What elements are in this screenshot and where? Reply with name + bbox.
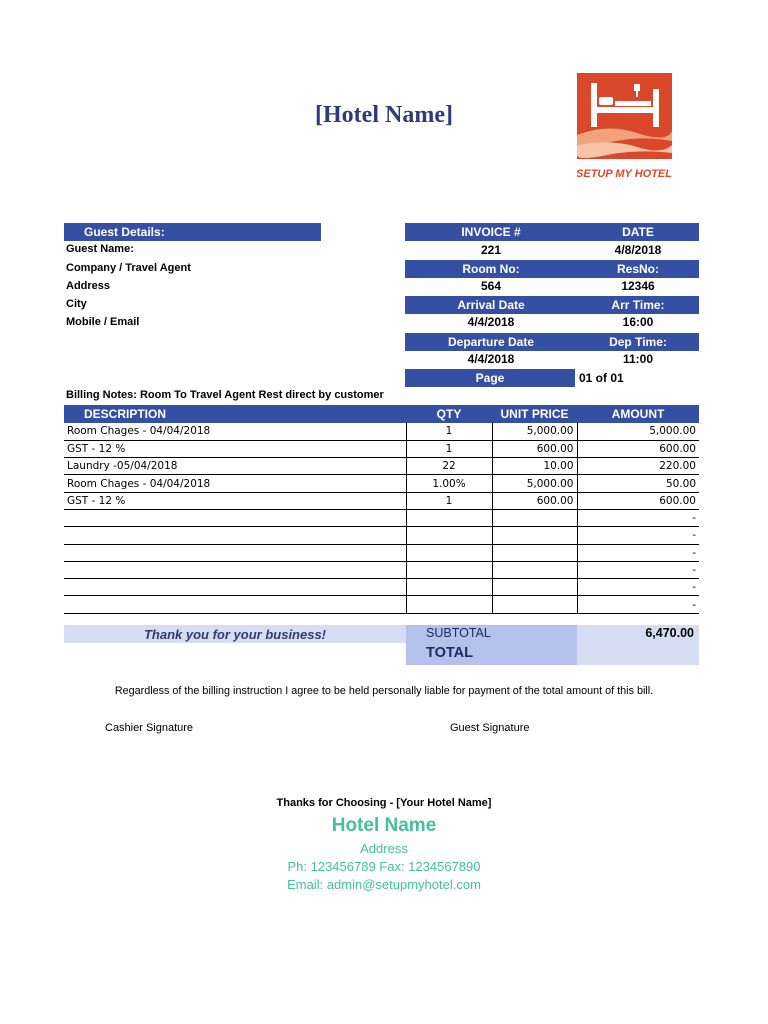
item-qty: 22 bbox=[406, 458, 492, 475]
city-label: City bbox=[66, 298, 87, 310]
item-unit-price: 10.00 bbox=[492, 458, 577, 475]
resno-label: ResNo: bbox=[577, 260, 699, 278]
item-description: Room Chages - 04/04/2018 bbox=[64, 423, 406, 440]
room-no-label: Room No: bbox=[405, 260, 577, 278]
col-unit-price: UNIT PRICE bbox=[492, 405, 577, 423]
bed-icon bbox=[577, 73, 672, 183]
items-table bbox=[64, 423, 699, 614]
item-unit-price bbox=[492, 527, 577, 544]
item-amount: 50.00 bbox=[577, 475, 699, 492]
invoice-number: 221 bbox=[480, 243, 502, 257]
arrival-date: 4/4/2018 bbox=[467, 315, 515, 329]
item-amount: 5,000.00 bbox=[577, 423, 699, 440]
col-qty: QTY bbox=[406, 405, 492, 423]
item-qty bbox=[406, 544, 492, 561]
table-row bbox=[64, 440, 699, 457]
item-description: Laundry -05/04/2018 bbox=[64, 458, 406, 475]
item-amount: 220.00 bbox=[577, 458, 699, 475]
footer-hotel-name: Hotel Name bbox=[331, 815, 437, 836]
resno: 12346 bbox=[621, 279, 655, 293]
table-row bbox=[64, 596, 699, 613]
item-qty bbox=[406, 596, 492, 613]
item-amount: - bbox=[577, 527, 699, 544]
item-description bbox=[64, 561, 406, 578]
table-row bbox=[64, 579, 699, 596]
item-qty: 1 bbox=[406, 423, 492, 440]
liability-statement: Regardless of the billing instruction I agree to be held personally liable for payment of the total amount of this bill. bbox=[114, 685, 654, 697]
item-description bbox=[64, 579, 406, 596]
item-qty: 1 bbox=[406, 440, 492, 457]
logo-text: SETUP MY HOTEL bbox=[577, 168, 672, 180]
item-unit-price bbox=[492, 509, 577, 526]
hotel-logo bbox=[577, 73, 672, 183]
table-row bbox=[64, 423, 699, 440]
item-unit-price: 600.00 bbox=[492, 492, 577, 509]
item-description bbox=[64, 544, 406, 561]
table-row bbox=[64, 544, 699, 561]
item-qty: 1 bbox=[406, 492, 492, 509]
arrival-date-label: Arrival Date bbox=[405, 296, 577, 314]
item-amount: - bbox=[577, 596, 699, 613]
item-unit-price: 5,000.00 bbox=[492, 475, 577, 492]
item-amount: - bbox=[577, 509, 699, 526]
footer-email: Email: admin@setupmyhotel.com bbox=[287, 877, 481, 892]
cashier-signature-label: Cashier Signature bbox=[105, 722, 194, 734]
guest-signature-label: Guest Signature bbox=[450, 722, 530, 734]
company-label: Company / Travel Agent bbox=[66, 262, 191, 274]
thank-you-note: Thank you for your business! bbox=[64, 625, 406, 643]
item-qty: 1.00% bbox=[406, 475, 492, 492]
page-label: Page bbox=[405, 369, 575, 387]
item-amount: - bbox=[577, 544, 699, 561]
item-description: GST - 12 % bbox=[64, 492, 406, 509]
subtotal-label: SUBTOTAL bbox=[426, 626, 491, 640]
invoice-date: 4/8/2018 bbox=[614, 243, 662, 257]
item-qty bbox=[406, 527, 492, 544]
item-unit-price bbox=[492, 561, 577, 578]
item-qty bbox=[406, 561, 492, 578]
table-row bbox=[64, 458, 699, 475]
guest-name-label: Guest Name: bbox=[66, 243, 134, 255]
total-label: TOTAL bbox=[426, 645, 473, 661]
footer-phone: Ph: 123456789 Fax: 1234567890 bbox=[287, 859, 481, 874]
item-qty bbox=[406, 579, 492, 596]
table-row bbox=[64, 561, 699, 578]
room-no: 564 bbox=[480, 279, 502, 293]
guest-details-header: Guest Details: bbox=[64, 223, 321, 241]
item-description bbox=[64, 596, 406, 613]
item-unit-price: 5,000.00 bbox=[492, 423, 577, 440]
item-description: GST - 12 % bbox=[64, 440, 406, 457]
departure-date: 4/4/2018 bbox=[467, 352, 515, 366]
item-amount: - bbox=[577, 561, 699, 578]
table-row bbox=[64, 475, 699, 492]
dep-time-label: Dep Time: bbox=[577, 333, 699, 351]
item-unit-price bbox=[492, 579, 577, 596]
item-unit-price: 600.00 bbox=[492, 440, 577, 457]
table-row bbox=[64, 492, 699, 509]
departure-date-label: Departure Date bbox=[405, 333, 577, 351]
col-description: DESCRIPTION bbox=[64, 405, 406, 423]
item-qty bbox=[406, 509, 492, 526]
item-unit-price bbox=[492, 596, 577, 613]
address-label: Address bbox=[66, 280, 111, 292]
footer-thanks: Thanks for Choosing - [Your Hotel Name] bbox=[276, 797, 492, 809]
item-description bbox=[64, 527, 406, 544]
hotel-title: [Hotel Name] bbox=[315, 102, 453, 128]
item-description bbox=[64, 509, 406, 526]
item-amount: - bbox=[577, 579, 699, 596]
col-amount: AMOUNT bbox=[577, 405, 699, 423]
dep-time: 11:00 bbox=[622, 352, 654, 366]
arr-time: 16:00 bbox=[622, 315, 654, 329]
item-amount: 600.00 bbox=[577, 492, 699, 509]
table-row bbox=[64, 509, 699, 526]
table-row bbox=[64, 527, 699, 544]
item-unit-price bbox=[492, 544, 577, 561]
billing-notes: Billing Notes: Room To Travel Agent Rest direct by customer bbox=[66, 389, 384, 401]
page-value: 01 of 01 bbox=[579, 371, 624, 385]
item-amount: 600.00 bbox=[577, 440, 699, 457]
arr-time-label: Arr Time: bbox=[577, 296, 699, 314]
footer-address: Address bbox=[360, 841, 408, 856]
subtotal-value: 6,470.00 bbox=[645, 626, 694, 640]
mobile-email-label: Mobile / Email bbox=[66, 316, 140, 328]
item-description: Room Chages - 04/04/2018 bbox=[64, 475, 406, 492]
invoice-number-label: INVOICE # bbox=[405, 223, 577, 241]
date-label: DATE bbox=[577, 223, 699, 241]
